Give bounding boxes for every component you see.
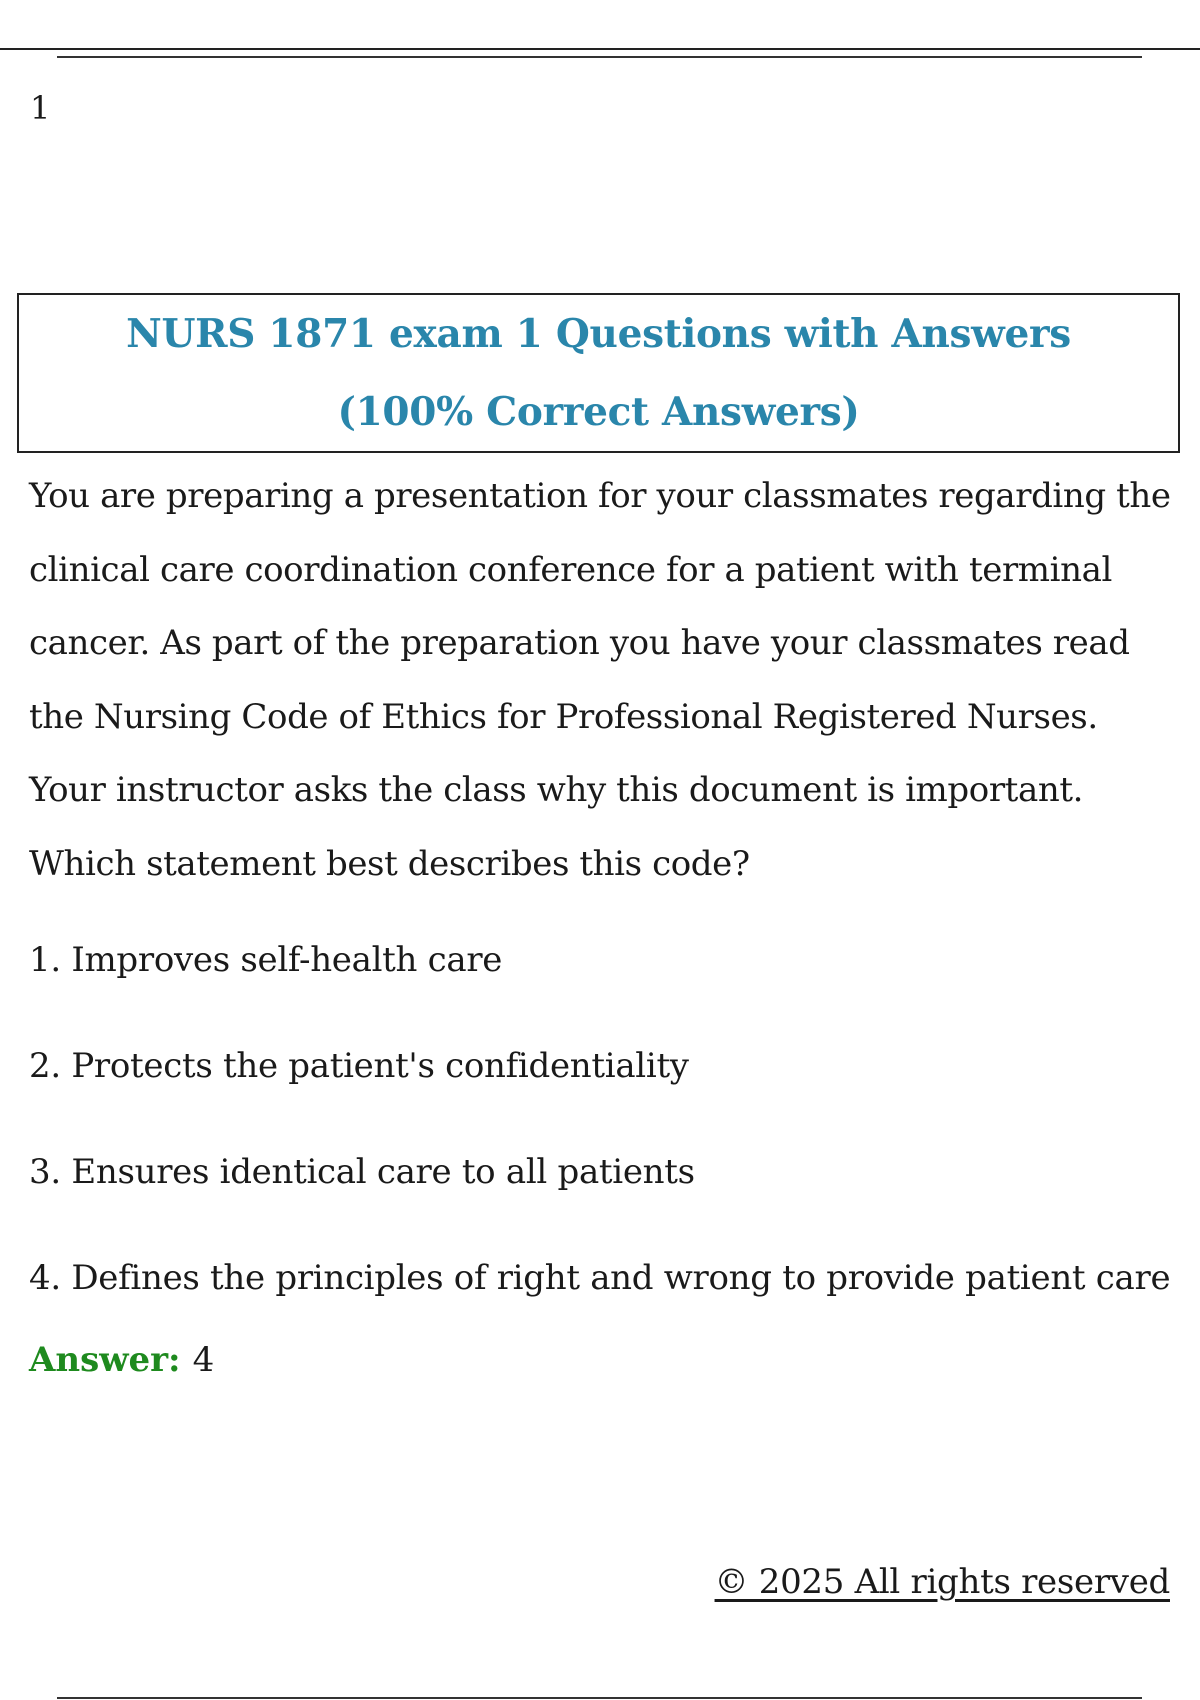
answer-line xyxy=(29,1340,214,1380)
page-number: 1 xyxy=(30,89,51,127)
footer-rule xyxy=(57,1697,1142,1699)
option-3: 3. Ensures identical care to all patients xyxy=(29,1152,695,1192)
copyright-notice: © 2025 All rights reserved xyxy=(714,1562,1170,1602)
option-4: 4. Defines the principles of right and wrong to provide patient care xyxy=(29,1258,1171,1298)
answer-label: Answer: xyxy=(29,1340,181,1380)
option-1: 1. Improves self-health care xyxy=(29,940,503,980)
answer-options xyxy=(29,940,1179,1364)
header-rule-outer xyxy=(0,48,1200,50)
document-title: NURS 1871 exam 1 Questions with Answers (100% Correct Answers) xyxy=(126,311,1071,435)
answer-value: 4 xyxy=(192,1340,215,1380)
header-rule-inner xyxy=(57,56,1142,58)
question-text: You are preparing a presentation for your classmates regarding the clinical care coordination conference for a patient with terminal cancer. As part of the preparation you have your classmates read the Nursing Code of Ethics for Professional Registered Nurses. Your instructor asks the class why this document is important. Which statement best describes this code? xyxy=(29,476,1171,884)
option-2: 2. Protects the patient's confidentiality xyxy=(29,1046,689,1086)
title-box xyxy=(17,293,1180,453)
